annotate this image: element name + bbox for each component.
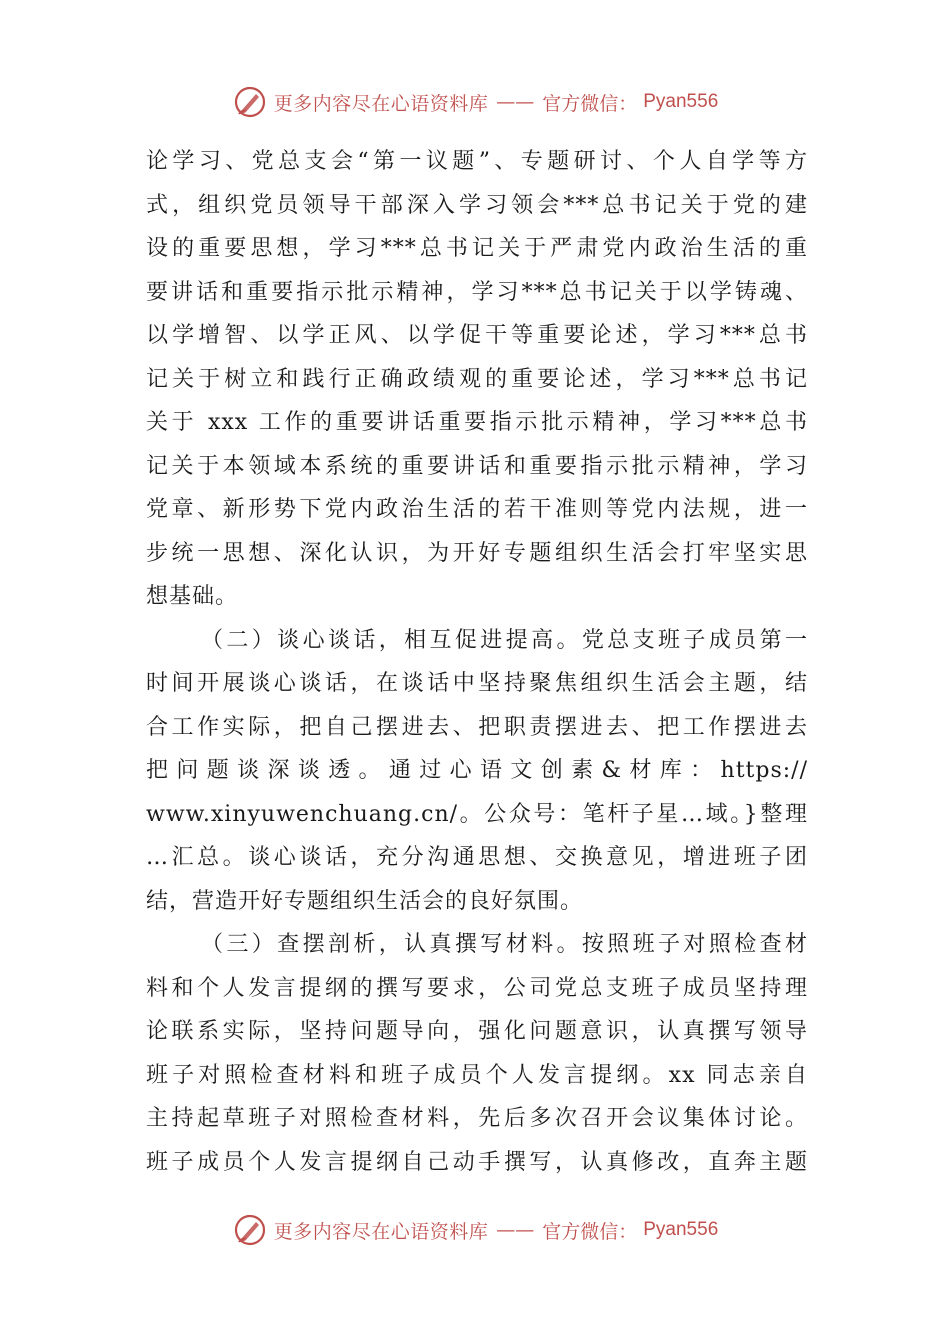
body-line: 记关于树立和践行正确政绩观的重要论述，学习***总书记 xyxy=(146,366,808,392)
body-line: 论学习、党总支会“第一议题”、专题研讨、个人自学等方 xyxy=(146,149,808,174)
body-line: 设的重要思想，学习***总书记关于严肃党内政治生活的重 xyxy=(146,236,808,261)
body-line: 想基础。 xyxy=(146,584,239,609)
body-line: 把问题谈深谈透。通过心语文创素&材库：https:// xyxy=(146,758,808,783)
body-line: 主持起草班子对照检查材料，先后多次召开会议集体讨论。 xyxy=(146,1106,808,1131)
footer-watermark-banner xyxy=(0,1210,950,1250)
header-wechat-label: 官方微信： xyxy=(542,92,638,115)
footer-wechat-id: Pyan556 xyxy=(643,1219,719,1240)
body-line: 式，组织党员领导干部深入学习领会***总书记关于党的建 xyxy=(146,192,808,218)
section-heading-line: （三）查摆剖析，认真撰写材料。按照班子对照检查材 xyxy=(201,932,808,957)
body-line: 步统一思想、深化认识，为开好专题组织生活会打牢坚实思 xyxy=(146,540,808,566)
header-wechat-id: Pyan556 xyxy=(643,91,719,112)
brush-logo-icon xyxy=(232,1212,268,1248)
section-heading-line: （二）谈心谈话，相互促进提高。党总支班子成员第一 xyxy=(201,627,808,653)
footer-banner-separator: —— xyxy=(496,1219,535,1241)
body-line: 党章、新形势下党内政治生活的若干准则等党内法规，进一 xyxy=(146,497,808,522)
footer-wechat-label: 官方微信： xyxy=(542,1220,638,1243)
body-line: 以学增智、以学正风、以学促干等重要论述，学习***总书 xyxy=(146,323,808,348)
document-body xyxy=(146,140,808,1184)
body-line: 料和个人发言提纲的撰写要求，公司党总支班子成员坚持理 xyxy=(146,975,808,1001)
body-line: 合工作实际，把自己摆进去、把职责摆进去、把工作摆进去 xyxy=(146,714,808,740)
header-banner-separator: —— xyxy=(496,91,535,113)
footer-banner-text: 更多内容尽在心语资料库 xyxy=(273,1220,489,1243)
body-line: 班子对照检查材料和班子成员个人发言提纲。xx 同志亲自 xyxy=(146,1062,808,1088)
brush-logo-icon xyxy=(232,84,268,120)
body-line: 时间开展谈心谈话，在谈话中坚持聚焦组织生活会主题，结 xyxy=(146,671,808,696)
header-banner-text: 更多内容尽在心语资料库 xyxy=(273,92,489,115)
body-line: www.xinyuwenchuang.cn/。公众号：笔杆子星…域。}整理 xyxy=(146,801,808,827)
body-line: 班子成员个人发言提纲自己动手撰写，认真修改，直奔主题 xyxy=(146,1149,808,1175)
body-line: 结，营造开好专题组织生活会的良好氛围。 xyxy=(146,888,584,914)
body-line: 记关于本领域本系统的重要讲话和重要指示批示精神，学习 xyxy=(146,453,808,479)
body-line: 要讲话和重要指示批示精神，学习***总书记关于以学铸魂、 xyxy=(146,279,808,305)
body-line: 论联系实际，坚持问题导向，强化问题意识，认真撰写领导 xyxy=(146,1019,808,1044)
header-watermark-banner xyxy=(0,82,950,122)
body-line: 关于 xxx 工作的重要讲话重要指示批示精神，学习***总书 xyxy=(146,410,808,435)
body-line: …汇总。谈心谈话，充分沟通思想、交换意见，增进班子团 xyxy=(146,845,808,870)
